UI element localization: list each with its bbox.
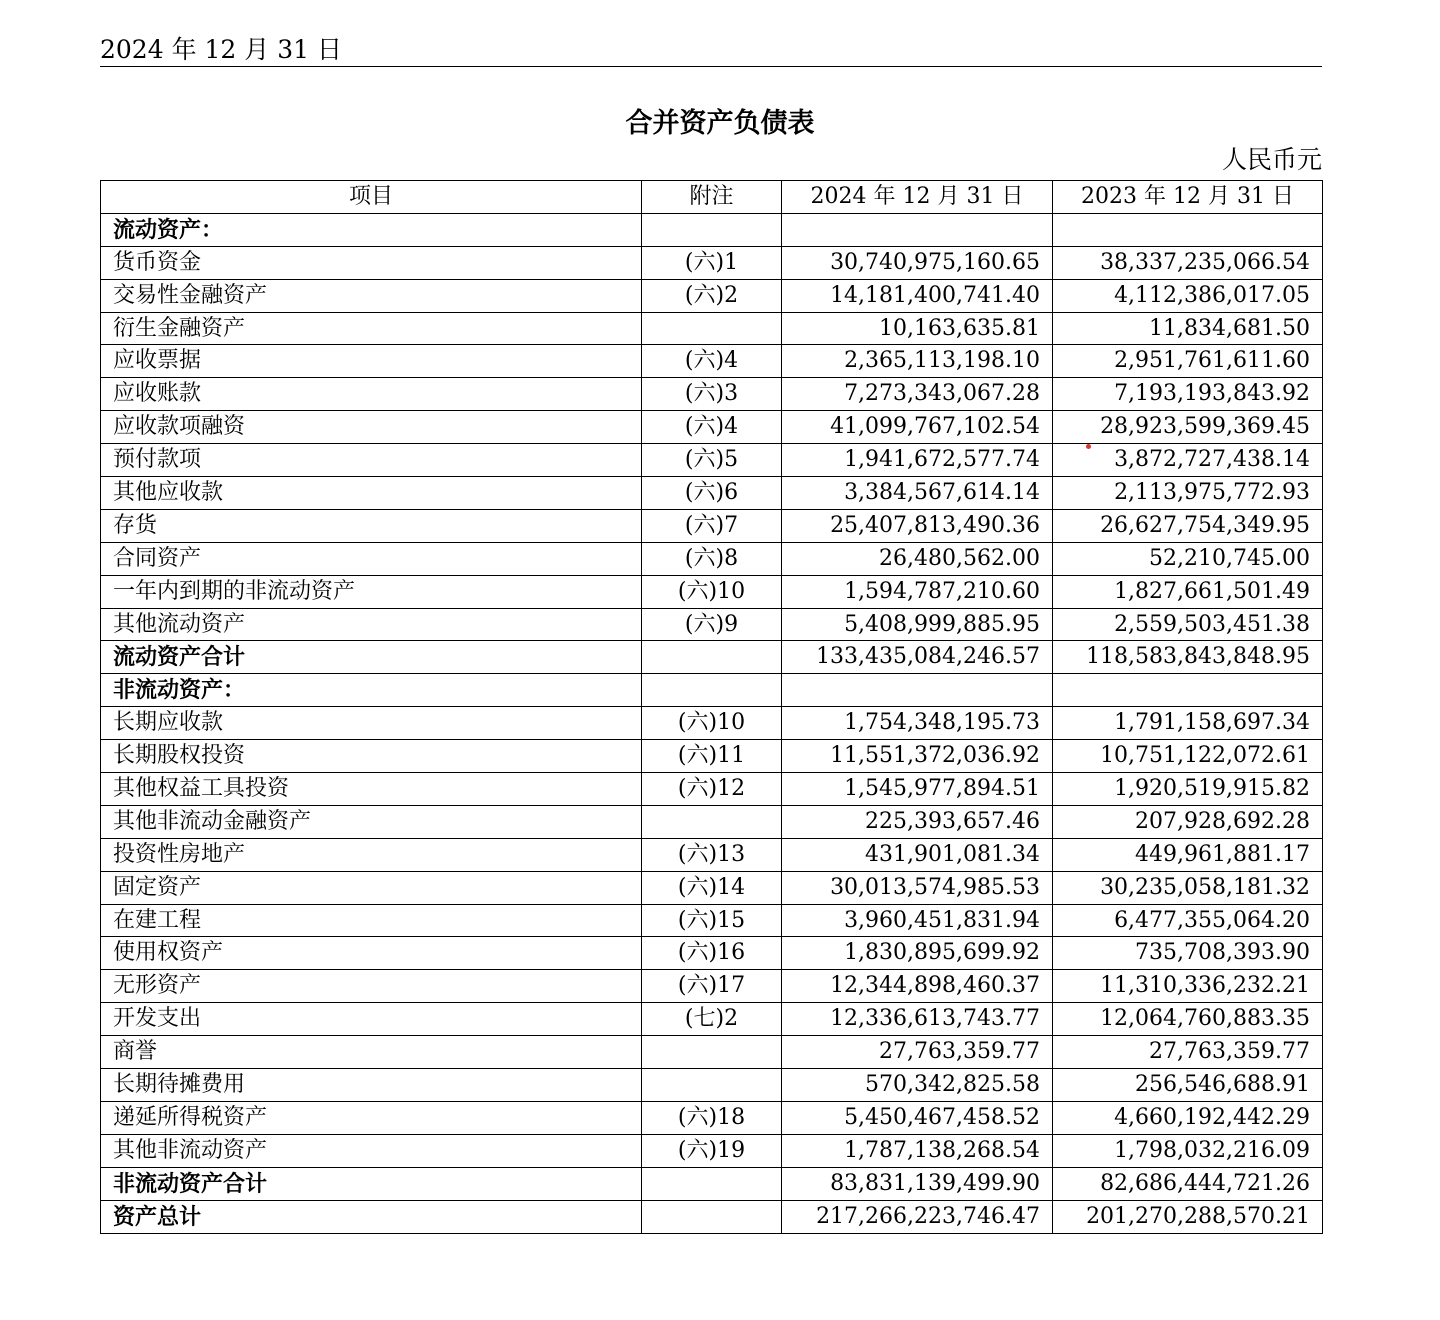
row-note: (六)16 bbox=[642, 937, 782, 970]
row-note: (六)10 bbox=[642, 575, 782, 608]
table-row bbox=[101, 378, 1323, 411]
row-item-label: 货币资金 bbox=[101, 246, 642, 279]
row-value-2024: 30,013,574,985.53 bbox=[782, 871, 1053, 904]
row-value-2023: 2,113,975,772.93 bbox=[1053, 477, 1323, 510]
row-value-2023: 735,708,393.90 bbox=[1053, 937, 1323, 970]
row-item-label: 预付款项 bbox=[101, 444, 642, 477]
table-body bbox=[101, 213, 1323, 1233]
row-item-label: 衍生金融资产 bbox=[101, 312, 642, 345]
row-value-2024: 225,393,657.46 bbox=[782, 805, 1053, 838]
row-note bbox=[642, 641, 782, 674]
row-value-2023: 38,337,235,066.54 bbox=[1053, 246, 1323, 279]
row-value-2024: 14,181,400,741.40 bbox=[782, 279, 1053, 312]
column-header-note: 附注 bbox=[642, 181, 782, 214]
row-item-label: 其他权益工具投资 bbox=[101, 773, 642, 806]
row-value-2023: 30,235,058,181.32 bbox=[1053, 871, 1323, 904]
row-value-2024: 5,450,467,458.52 bbox=[782, 1101, 1053, 1134]
row-item-label: 非流动资产合计 bbox=[101, 1167, 642, 1200]
row-item-label: 存货 bbox=[101, 509, 642, 542]
column-header-item: 项目 bbox=[101, 181, 642, 214]
table-row bbox=[101, 970, 1323, 1003]
row-value-2023: 4,660,192,442.29 bbox=[1053, 1101, 1323, 1134]
row-item-label: 其他非流动资产 bbox=[101, 1134, 642, 1167]
row-value-2023: 1,920,519,915.82 bbox=[1053, 773, 1323, 806]
table-row bbox=[101, 575, 1323, 608]
row-value-2023: 2,951,761,611.60 bbox=[1053, 345, 1323, 378]
row-value-2024: 5,408,999,885.95 bbox=[782, 608, 1053, 641]
row-value-2023: 12,064,760,883.35 bbox=[1053, 1003, 1323, 1036]
row-item-label: 固定资产 bbox=[101, 871, 642, 904]
row-value-2024: 2,365,113,198.10 bbox=[782, 345, 1053, 378]
row-item-label: 商誉 bbox=[101, 1036, 642, 1069]
table-row bbox=[101, 312, 1323, 345]
row-note: (六)6 bbox=[642, 477, 782, 510]
row-note: (六)15 bbox=[642, 904, 782, 937]
table-row bbox=[101, 805, 1323, 838]
table-row bbox=[101, 279, 1323, 312]
row-value-2023: 3,872,727,438.14 bbox=[1053, 444, 1323, 477]
table-row bbox=[101, 608, 1323, 641]
row-value-2023: 27,763,359.77 bbox=[1053, 1036, 1323, 1069]
row-note: (六)3 bbox=[642, 378, 782, 411]
row-value-2023: 10,751,122,072.61 bbox=[1053, 740, 1323, 773]
row-value-2024: 3,384,567,614.14 bbox=[782, 477, 1053, 510]
row-value-2024: 7,273,343,067.28 bbox=[782, 378, 1053, 411]
row-value-2024: 30,740,975,160.65 bbox=[782, 246, 1053, 279]
table-row bbox=[101, 937, 1323, 970]
row-value-2024: 11,551,372,036.92 bbox=[782, 740, 1053, 773]
row-value-2023: 201,270,288,570.21 bbox=[1053, 1200, 1323, 1233]
row-note bbox=[642, 1167, 782, 1200]
row-note: (六)10 bbox=[642, 707, 782, 740]
row-note: (六)18 bbox=[642, 1101, 782, 1134]
row-note: (六)14 bbox=[642, 871, 782, 904]
row-item-label: 其他非流动金融资产 bbox=[101, 805, 642, 838]
row-note: (六)2 bbox=[642, 279, 782, 312]
row-item-label: 一年内到期的非流动资产 bbox=[101, 575, 642, 608]
row-value-2024: 25,407,813,490.36 bbox=[782, 509, 1053, 542]
row-value-2024: 133,435,084,246.57 bbox=[782, 641, 1053, 674]
column-header-2024: 2024 年 12 月 31 日 bbox=[782, 181, 1053, 214]
table-row bbox=[101, 740, 1323, 773]
table-row bbox=[101, 444, 1323, 477]
row-note: (六)12 bbox=[642, 773, 782, 806]
table-row bbox=[101, 838, 1323, 871]
row-note bbox=[642, 1069, 782, 1102]
table-row bbox=[101, 509, 1323, 542]
table-row bbox=[101, 345, 1323, 378]
row-value-2024: 83,831,139,499.90 bbox=[782, 1167, 1053, 1200]
row-note bbox=[642, 312, 782, 345]
row-item-label: 在建工程 bbox=[101, 904, 642, 937]
table-row bbox=[101, 542, 1323, 575]
row-value-2023: 4,112,386,017.05 bbox=[1053, 279, 1323, 312]
table-row bbox=[101, 871, 1323, 904]
row-item-label: 使用权资产 bbox=[101, 937, 642, 970]
row-value-2024: 12,344,898,460.37 bbox=[782, 970, 1053, 1003]
row-value-2024: 3,960,451,831.94 bbox=[782, 904, 1053, 937]
row-note: (六)13 bbox=[642, 838, 782, 871]
row-item-label: 应收票据 bbox=[101, 345, 642, 378]
table-row bbox=[101, 477, 1323, 510]
row-note: (六)17 bbox=[642, 970, 782, 1003]
row-value-2023: 1,798,032,216.09 bbox=[1053, 1134, 1323, 1167]
currency-unit: 人民币元 bbox=[1221, 145, 1322, 174]
row-value-2023: 1,791,158,697.34 bbox=[1053, 707, 1323, 740]
row-note: (六)8 bbox=[642, 542, 782, 575]
row-value-2024: 1,787,138,268.54 bbox=[782, 1134, 1053, 1167]
row-value-2023 bbox=[1053, 213, 1323, 246]
row-value-2024: 1,941,672,577.74 bbox=[782, 444, 1053, 477]
table-row bbox=[101, 213, 1323, 246]
row-note bbox=[642, 805, 782, 838]
row-note bbox=[642, 674, 782, 707]
table-row bbox=[101, 1069, 1323, 1102]
row-value-2024: 27,763,359.77 bbox=[782, 1036, 1053, 1069]
row-value-2023: 449,961,881.17 bbox=[1053, 838, 1323, 871]
row-item-label: 无形资产 bbox=[101, 970, 642, 1003]
table-row bbox=[101, 1200, 1323, 1233]
row-value-2023: 207,928,692.28 bbox=[1053, 805, 1323, 838]
table-row bbox=[101, 1167, 1323, 1200]
row-note: (六)9 bbox=[642, 608, 782, 641]
row-value-2024: 217,266,223,746.47 bbox=[782, 1200, 1053, 1233]
row-item-label: 长期股权投资 bbox=[101, 740, 642, 773]
row-note bbox=[642, 213, 782, 246]
row-value-2023: 28,923,599,369.45 bbox=[1053, 411, 1323, 444]
table-row bbox=[101, 246, 1323, 279]
row-item-label: 其他流动资产 bbox=[101, 608, 642, 641]
row-note: (六)19 bbox=[642, 1134, 782, 1167]
row-value-2024 bbox=[782, 213, 1053, 246]
row-item-label: 交易性金融资产 bbox=[101, 279, 642, 312]
row-note: (七)2 bbox=[642, 1003, 782, 1036]
balance-sheet-table bbox=[100, 180, 1323, 1234]
row-item-label: 流动资产合计 bbox=[101, 641, 642, 674]
row-value-2024: 41,099,767,102.54 bbox=[782, 411, 1053, 444]
row-value-2023: 6,477,355,064.20 bbox=[1053, 904, 1323, 937]
row-value-2023: 256,546,688.91 bbox=[1053, 1069, 1323, 1102]
row-note: (六)1 bbox=[642, 246, 782, 279]
annotation-dot bbox=[1086, 444, 1091, 449]
row-value-2023: 82,686,444,721.26 bbox=[1053, 1167, 1323, 1200]
row-value-2024 bbox=[782, 674, 1053, 707]
row-value-2023: 26,627,754,349.95 bbox=[1053, 509, 1323, 542]
row-item-label: 长期应收款 bbox=[101, 707, 642, 740]
row-value-2024: 10,163,635.81 bbox=[782, 312, 1053, 345]
table-row bbox=[101, 1036, 1323, 1069]
row-value-2023: 2,559,503,451.38 bbox=[1053, 608, 1323, 641]
row-item-label: 流动资产： bbox=[101, 213, 642, 246]
row-item-label: 开发支出 bbox=[101, 1003, 642, 1036]
row-value-2023: 118,583,843,848.95 bbox=[1053, 641, 1323, 674]
row-note: (六)5 bbox=[642, 444, 782, 477]
row-item-label: 资产总计 bbox=[101, 1200, 642, 1233]
row-item-label: 递延所得税资产 bbox=[101, 1101, 642, 1134]
table-row bbox=[101, 641, 1323, 674]
row-note: (六)11 bbox=[642, 740, 782, 773]
table-row bbox=[101, 1134, 1323, 1167]
row-item-label: 投资性房地产 bbox=[101, 838, 642, 871]
row-note bbox=[642, 1036, 782, 1069]
row-item-label: 应收账款 bbox=[101, 378, 642, 411]
row-value-2024: 1,545,977,894.51 bbox=[782, 773, 1053, 806]
row-value-2023: 11,310,336,232.21 bbox=[1053, 970, 1323, 1003]
row-item-label: 非流动资产： bbox=[101, 674, 642, 707]
row-value-2023: 11,834,681.50 bbox=[1053, 312, 1323, 345]
row-note bbox=[642, 1200, 782, 1233]
table-header-row bbox=[101, 181, 1323, 214]
table-row bbox=[101, 1101, 1323, 1134]
row-item-label: 合同资产 bbox=[101, 542, 642, 575]
row-value-2024: 1,830,895,699.92 bbox=[782, 937, 1053, 970]
row-value-2024: 12,336,613,743.77 bbox=[782, 1003, 1053, 1036]
table-row bbox=[101, 674, 1323, 707]
row-value-2023: 7,193,193,843.92 bbox=[1053, 378, 1323, 411]
column-header-2023: 2023 年 12 月 31 日 bbox=[1053, 181, 1323, 214]
report-date: 2024 年 12 月 31 日 bbox=[100, 34, 1322, 67]
row-note: (六)4 bbox=[642, 345, 782, 378]
row-value-2023 bbox=[1053, 674, 1323, 707]
table-row bbox=[101, 773, 1323, 806]
row-value-2024: 1,594,787,210.60 bbox=[782, 575, 1053, 608]
row-value-2024: 26,480,562.00 bbox=[782, 542, 1053, 575]
row-item-label: 其他应收款 bbox=[101, 477, 642, 510]
row-value-2024: 1,754,348,195.73 bbox=[782, 707, 1053, 740]
table-row bbox=[101, 707, 1323, 740]
row-item-label: 长期待摊费用 bbox=[101, 1069, 642, 1102]
row-value-2024: 570,342,825.58 bbox=[782, 1069, 1053, 1102]
table-row bbox=[101, 1003, 1323, 1036]
table-row bbox=[101, 411, 1323, 444]
row-value-2023: 1,827,661,501.49 bbox=[1053, 575, 1323, 608]
statement-title: 合并资产负债表 bbox=[625, 108, 815, 139]
row-note: (六)7 bbox=[642, 509, 782, 542]
table-row bbox=[101, 904, 1323, 937]
row-item-label: 应收款项融资 bbox=[101, 411, 642, 444]
row-note: (六)4 bbox=[642, 411, 782, 444]
row-value-2024: 431,901,081.34 bbox=[782, 838, 1053, 871]
row-value-2023: 52,210,745.00 bbox=[1053, 542, 1323, 575]
